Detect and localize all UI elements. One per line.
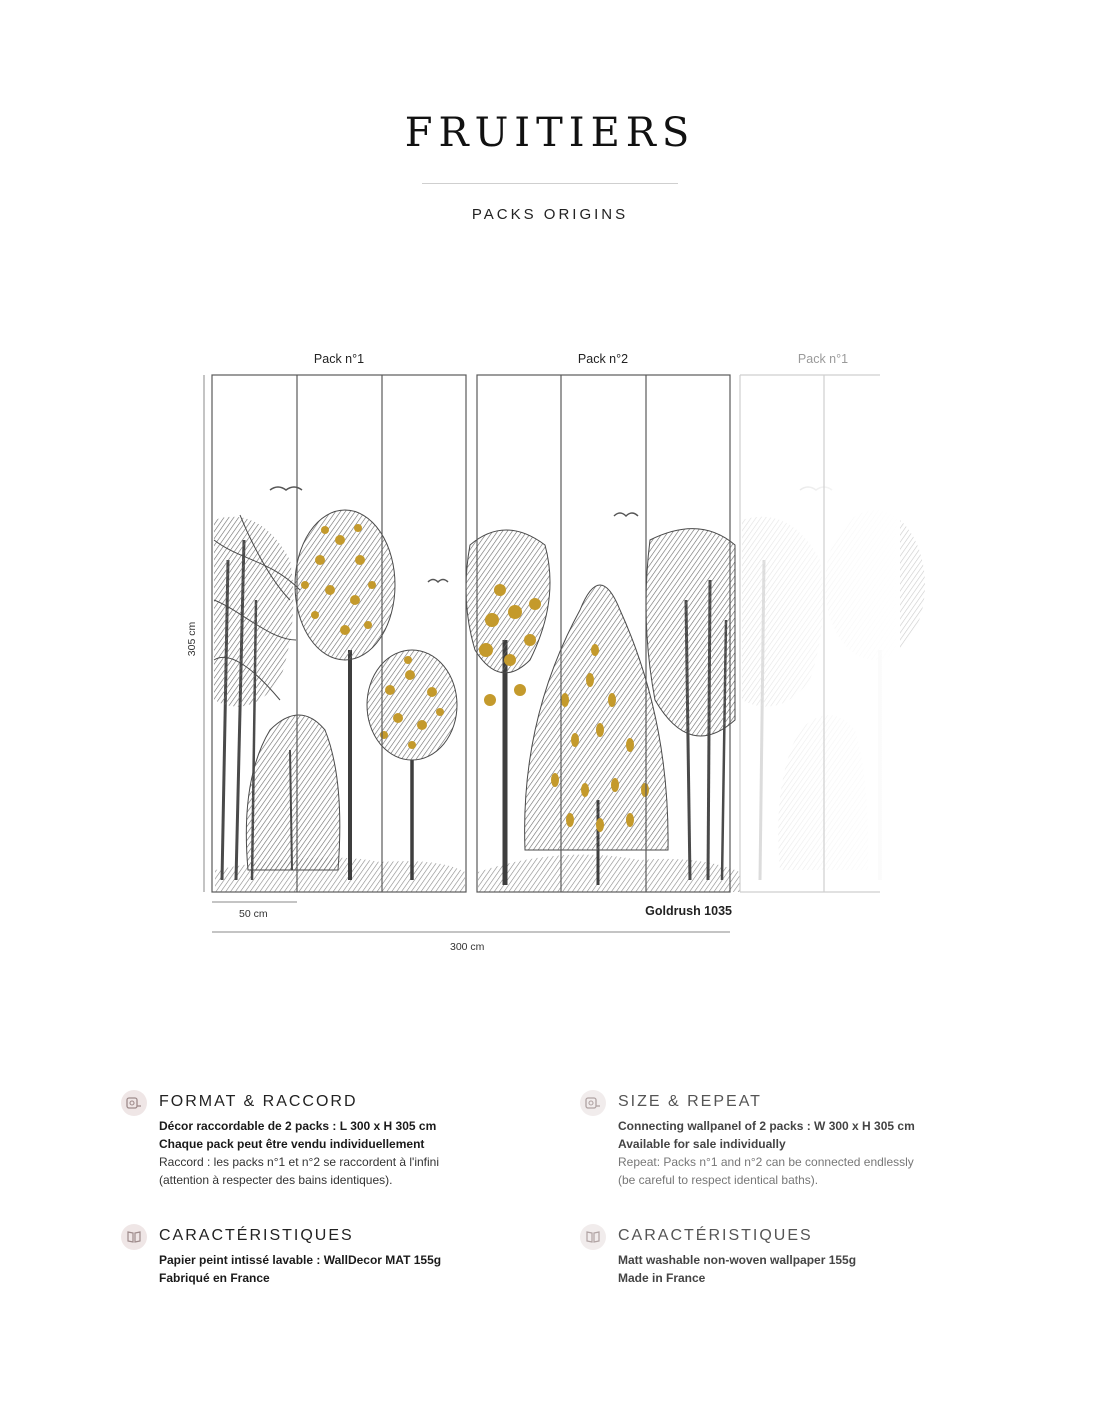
pack-2-label: Pack n°2 [577, 352, 629, 366]
tape-measure-icon [121, 1090, 147, 1116]
section-title: CARACTÉRISTIQUES [159, 1227, 354, 1244]
product-reference: Goldrush 1035 [645, 904, 732, 918]
orange-tree-round [367, 650, 457, 880]
pack-1-repeat-label: Pack n°1 [797, 352, 849, 366]
height-dimension-label: 305 cm [186, 621, 198, 657]
section-title: SIZE & REPEAT [618, 1093, 762, 1110]
info-line: Chaque pack peut être vendu individuellement [159, 1137, 425, 1151]
page-title: FRUITIERS [404, 110, 696, 156]
shrub-left [246, 715, 339, 870]
info-line: Décor raccordable de 2 packs : L 300 x H 305 cm [159, 1119, 437, 1133]
info-line: Papier peint intissé lavable : WallDecor MAT 155g [159, 1253, 442, 1267]
section-title: CARACTÉRISTIQUES [618, 1227, 813, 1244]
info-line: (be careful to respect identical baths). [618, 1173, 819, 1187]
info-line: (attention à respecter des bains identiques). [159, 1173, 393, 1187]
tape-measure-icon [580, 1090, 606, 1116]
info-line: Connecting wallpanel of 2 packs : W 300 x H 305 cm [618, 1119, 915, 1133]
panel-width-label: 50 cm [239, 908, 268, 920]
book-icon [121, 1224, 147, 1250]
book-icon [580, 1224, 606, 1250]
info-line: Made in France [618, 1271, 706, 1285]
info-line: Fabriqué en France [159, 1271, 270, 1285]
info-line: Repeat: Packs n°1 and n°2 can be connected endlessly [618, 1155, 914, 1169]
section-title: FORMAT & RACCORD [159, 1093, 358, 1110]
total-width-label: 300 cm [450, 941, 485, 953]
info-line: Available for sale individually [618, 1137, 786, 1151]
page-subtitle: PACKS ORIGINS [471, 206, 629, 223]
pack-1-label: Pack n°1 [313, 352, 365, 366]
info-line: Matt washable non-woven wallpaper 155g [618, 1253, 857, 1267]
info-line: Raccord : les packs n°1 et n°2 se raccordent à l'infini [159, 1155, 440, 1169]
